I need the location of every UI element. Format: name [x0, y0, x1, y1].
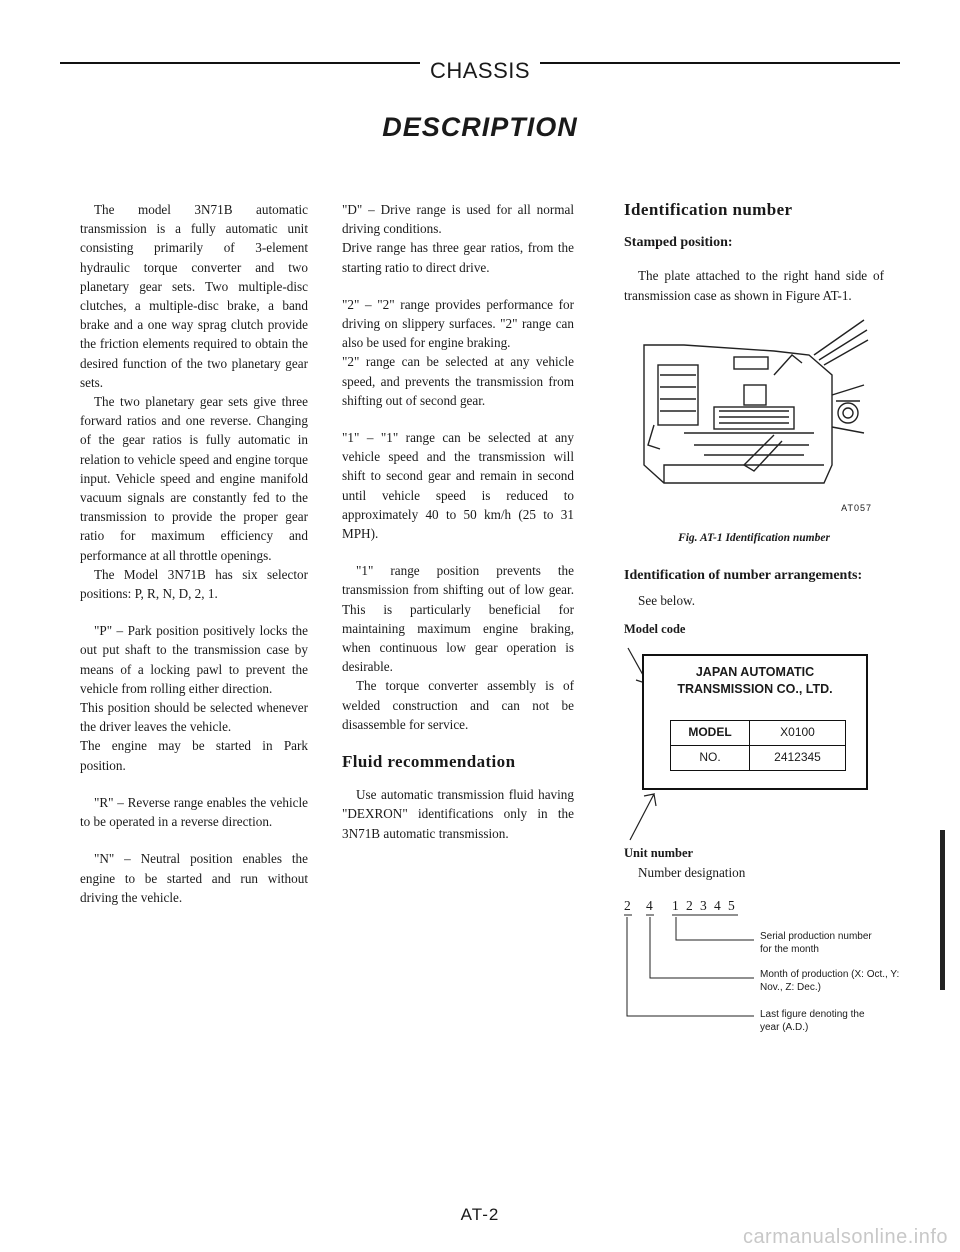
column-middle — [342, 200, 574, 843]
unit-number-diagram — [624, 896, 900, 1086]
digit-serial-3: 3 — [700, 898, 708, 914]
month-label: Month of production (X: Oct., Y: Nov., Z: Dec.) — [760, 969, 900, 994]
arrangement-heading: Identification of number arrangements: — [624, 568, 863, 584]
figure-caption: Fig. AT-1 Identification number — [678, 531, 830, 544]
see-below-text: See below. — [638, 593, 696, 609]
drive-ratio-paragraph: Drive range has three gear ratios, from the starting ratio to direct drive. — [342, 240, 574, 275]
park-paragraph: "P" – Park position positively locks the out put shaft to the transmission case by means of a locking pawl to prevent the vehicle from rolling either direction. — [80, 623, 308, 696]
plate-table — [670, 720, 846, 771]
intro-paragraph: The model 3N71B automatic transmission is a fully automatic unit consisting primarily of 3-element hydraulic torque converter and two planetary gear sets. Two multiple-disc clutches, a multiple-disc brake, a band brake and a one way sprag clutch provide the friction elements required to obtain the desired function of the two planetary gear sets. — [80, 202, 308, 390]
first-range-paragraph: "1" – "1" range can be selected at any vehicle speed and the transmission will shift to second gear and remain in second until vehicle speed is reduced to approximately 40 to 50 km/h (25 to 31 MPH). — [342, 430, 574, 542]
planetary-paragraph: The two planetary gear sets give three forward ratios and one reverse. Changing of the gear ratios is fully automatic in relation to vehicle speed and engine torque input. Vehicle speed and engine manifold vacuum signals are constantly fed to the transmission to provide the proper gear ratio for maximum efficiency and performance at all throttle openings. — [80, 394, 308, 563]
section-title: DESCRIPTION — [382, 112, 578, 142]
page-number: AT-2 — [460, 1205, 500, 1224]
park-start-note: The engine may be started in Park position. — [80, 738, 308, 773]
serial-label: Serial production number for the month — [760, 931, 872, 956]
digit-serial-2: 2 — [686, 898, 694, 914]
stamped-heading: Stamped position: — [624, 235, 733, 251]
drive-paragraph: "D" – Drive range is used for all normal driving conditions. — [342, 202, 574, 237]
torque-converter-paragraph: The torque converter assembly is of welded construction and can not be disassemble for service. — [342, 678, 574, 732]
plate-no-label: NO. — [671, 745, 750, 770]
neutral-paragraph: "N" – Neutral position enables the engine to be started and run without driving the vehicle. — [80, 851, 308, 905]
unit-number-heading: Unit number — [624, 845, 694, 860]
selector-paragraph: The Model 3N71B has six selector positions: P, R, N, D, 2, 1. — [80, 566, 308, 602]
digit-month: 4 — [646, 898, 654, 914]
second-range-paragraph: "2" – "2" range provides performance for driving on slippery surfaces. "2" range can also be used for engine braking. — [342, 296, 574, 351]
year-label: Last figure denoting the year (A.D.) — [760, 1009, 865, 1034]
fluid-paragraph: Use automatic transmission fluid having "DEXRON" identifications only in the 3N71B automatic transmission. — [342, 787, 574, 841]
fluid-heading: Fluid recommendation — [342, 752, 516, 772]
park-note: This position should be selected whenever the driver leaves the vehicle. — [80, 700, 308, 735]
unit-number-tree — [624, 896, 784, 1026]
model-code-plate-diagram — [624, 654, 884, 844]
model-code-heading: Model code — [624, 622, 686, 637]
identification-plate — [642, 654, 868, 790]
watermark: carmanualsonline.info — [742, 1226, 948, 1248]
column-right — [624, 200, 900, 1086]
plate-paragraph: The plate attached to the right hand side of transmission case as shown in Figure AT-1. — [624, 268, 884, 303]
figure-code: AT057 — [841, 502, 872, 513]
plate-maker-line1: JAPAN AUTOMATIC — [695, 664, 815, 679]
digit-serial-1: 1 — [672, 898, 680, 914]
transmission-drawing — [624, 315, 874, 499]
plate-model-label: MODEL — [671, 720, 750, 745]
number-designation-text: Number designation — [638, 864, 746, 880]
page-edge-bar — [940, 830, 945, 990]
chapter-title: CHASSIS — [0, 58, 960, 84]
digit-year: 2 — [624, 898, 632, 914]
digit-serial-4: 4 — [714, 898, 722, 914]
plate-no-value: 2412345 — [750, 745, 846, 770]
transmission-figure — [624, 315, 874, 515]
second-range-note: "2" range can be selected at any vehicle speed, and prevents the transmission from shifting out of second gear. — [342, 354, 574, 408]
low-gear-paragraph: "1" range position prevents the transmission from shifting out of low gear. This is particularly beneficial for maintaining maximum engine braking, when continuous low gear operation is desirable. — [342, 563, 574, 675]
digit-serial-5: 5 — [728, 898, 736, 914]
reverse-paragraph: "R" – Reverse range enables the vehicle to be operated in a reverse direction. — [80, 794, 308, 830]
plate-model-value: X0100 — [750, 720, 846, 745]
plate-maker-line2: TRANSMISSION CO., LTD. — [677, 681, 833, 696]
column-left — [80, 200, 308, 907]
identification-heading: Identification number — [624, 200, 793, 219]
